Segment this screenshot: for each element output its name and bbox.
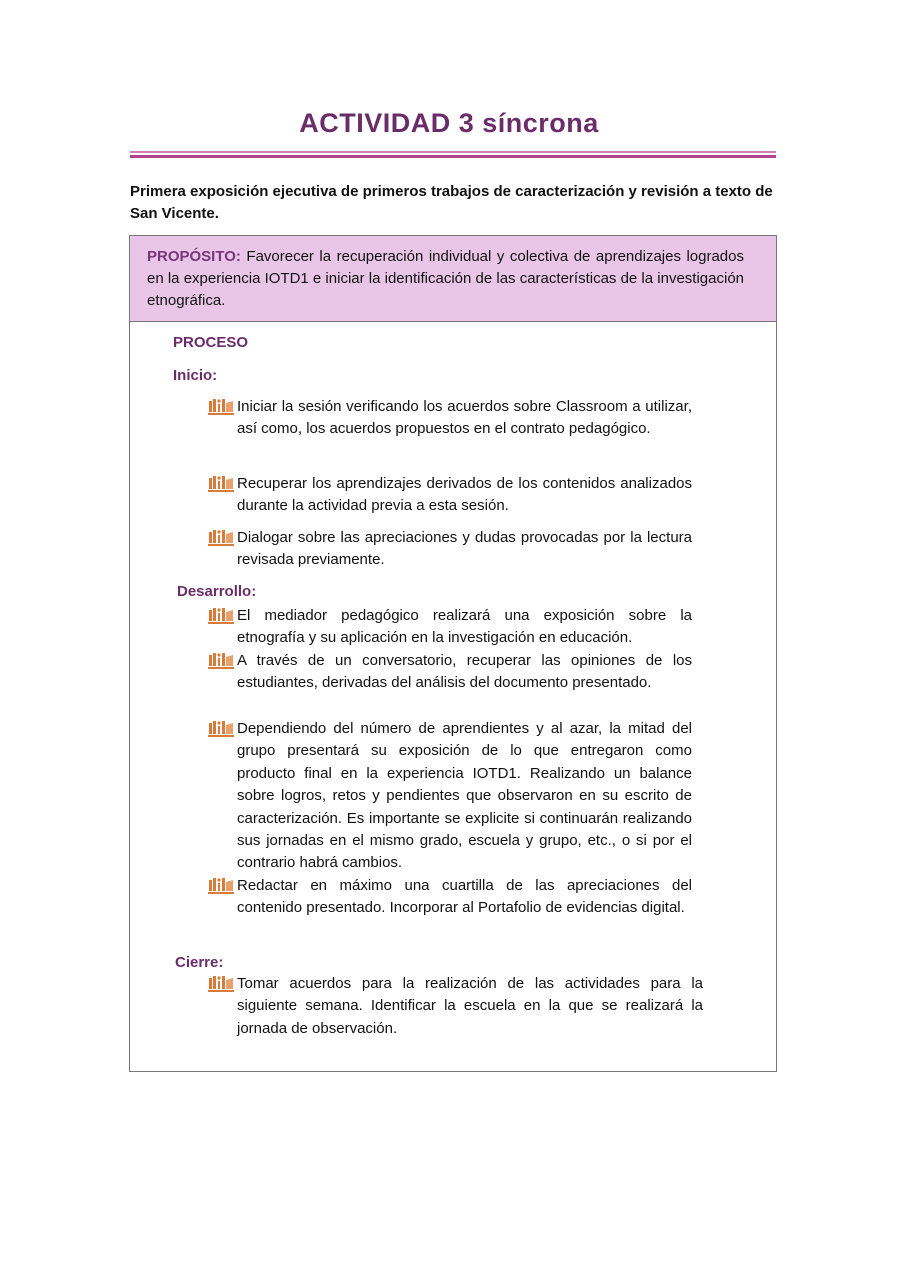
- book-reader-icon: [208, 607, 234, 625]
- list-item: [210, 527, 692, 572]
- list-item: [210, 650, 692, 695]
- book-reader-icon: [208, 529, 234, 547]
- title-rule-thick: [130, 155, 776, 158]
- list-item: [210, 718, 692, 875]
- list-item: [210, 875, 692, 920]
- purpose-section: [130, 236, 776, 322]
- list-item-text: Dependiendo del número de aprendientes y al azar, la mitad del grupo presentará su exposición de lo que entregaron como producto final en la experiencia IOTD1. Realizando un balance sobre logros, retos y pendientes que observaron en su escrito de caracterización. Es importante se explicite si continuarán realizando sus jornadas en el mismo grado, escuela y grupo, etc., o si por el contrario habrá cambios.: [237, 720, 692, 872]
- book-reader-icon: [208, 398, 234, 416]
- purpose-paragraph: [147, 246, 744, 312]
- list-item: [210, 605, 692, 650]
- book-reader-icon: [208, 652, 234, 670]
- book-reader-icon: [208, 975, 234, 993]
- list-item-text: Dialogar sobre las apreciaciones y dudas provocadas por la lectura revisada previamente.: [237, 529, 692, 569]
- list-item-text: Recuperar los aprendizajes derivados de los contenidos analizados durante la actividad previa a esta sesión.: [237, 475, 692, 515]
- list-item: [210, 473, 692, 518]
- list-item: [210, 973, 703, 1040]
- activity-subtitle: Primera exposición ejecutiva de primeros trabajos de caracterización y revisión a texto de San Vicente.: [130, 183, 773, 222]
- desarrollo-heading: Desarrollo:: [177, 583, 257, 600]
- page-title: ACTIVIDAD 3 síncrona: [299, 108, 599, 138]
- book-reader-icon: [208, 877, 234, 895]
- cierre-heading: Cierre:: [175, 954, 224, 971]
- list-item-text: El mediador pedagógico realizará una exposición sobre la etnografía y su aplicación en la investigación en educación.: [237, 607, 692, 647]
- purpose-text: Favorecer la recuperación individual y colectiva de aprendizajes logrados en la experiencia IOTD1 e iniciar la identificación de las características de la investigación etnográfica.: [147, 248, 744, 309]
- list-item-text: Redactar en máximo una cuartilla de las apreciaciones del contenido presentado. Incorporar al Portafolio de evidencias digital.: [237, 877, 692, 917]
- list-item-text: Tomar acuerdos para la realización de las actividades para la siguiente semana. Identificar la escuela en la que se realizará la jornada de observación.: [237, 975, 703, 1037]
- inicio-heading: Inicio:: [173, 367, 218, 384]
- book-reader-icon: [208, 475, 234, 493]
- list-item-text: A través de un conversatorio, recuperar las opiniones de los estudiantes, derivadas del análisis del documento presentado.: [237, 652, 692, 692]
- process-heading: PROCESO: [173, 334, 249, 351]
- list-item-text: Iniciar la sesión verificando los acuerdos sobre Classroom a utilizar, así como, los acuerdos propuestos en el contrato pedagógico.: [237, 398, 692, 438]
- list-item: [210, 396, 692, 441]
- book-reader-icon: [208, 720, 234, 738]
- title-rule-thin: [130, 151, 776, 153]
- activity-table: [129, 235, 777, 1072]
- purpose-label: PROPÓSITO:: [147, 248, 241, 265]
